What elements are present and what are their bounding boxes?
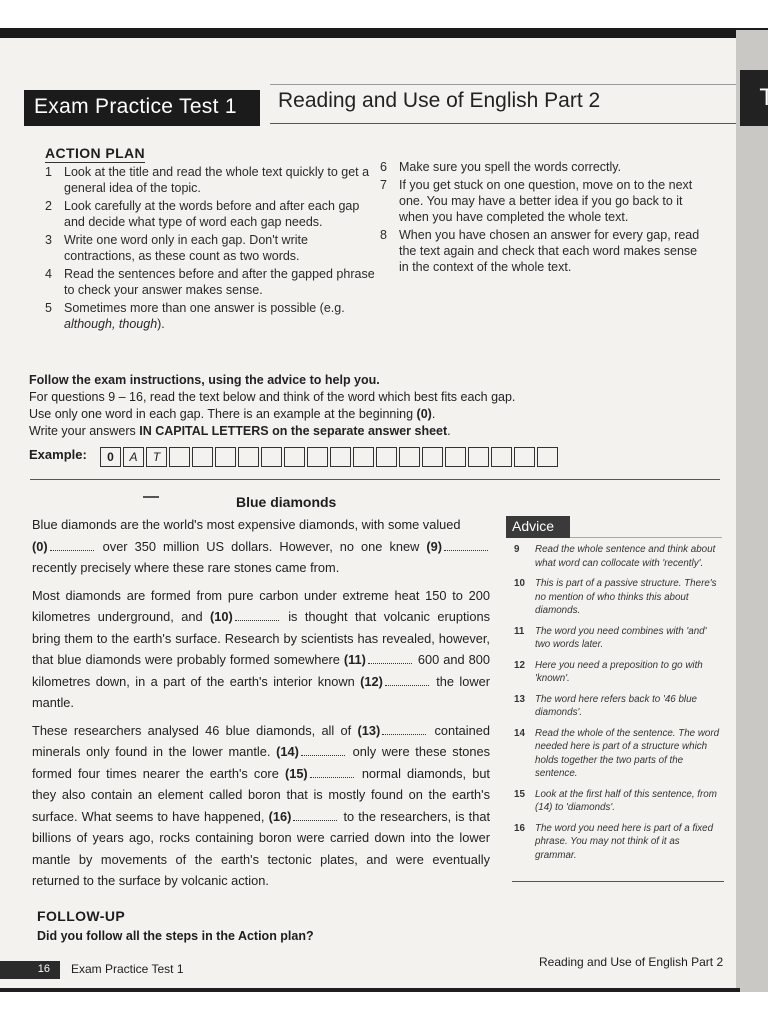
advice-text: The word you need combines with 'and' two words later. (535, 625, 707, 650)
passage-paragraph (32, 720, 490, 892)
action-plan-left (45, 164, 375, 334)
action-step (380, 159, 710, 175)
passage-text: to the researchers, is that billions of years ago, rocks containing boron were carried down into the lower mantle by movements of the earth's tectonic plates, and were eventually returned to the surface by volcanic action. (32, 808, 490, 888)
next-page-edge (736, 30, 768, 1010)
advice-text: Read the whole of the sentence. The word needed here is part of a structure which holds together the two parts of the sentence. (535, 727, 720, 779)
header-rule-top (270, 84, 736, 85)
gap-number: (10) (210, 609, 233, 624)
section-divider (30, 479, 720, 480)
advice-item (514, 788, 720, 815)
action-step (380, 227, 710, 275)
next-page-glyph: T (760, 86, 773, 111)
action-step (45, 198, 375, 230)
step-number: 7 (380, 178, 387, 192)
footer-left: Exam Practice Test 1 (71, 962, 184, 976)
advice-item (514, 543, 720, 570)
passage-text: over 350 million US dollars. However, no one knew (95, 538, 427, 554)
instruction-line (29, 406, 569, 423)
gap-blank (385, 676, 429, 686)
instruction-heading: Follow the exam instructions, using the advice to help you. (29, 373, 380, 387)
scan-bottom-margin (0, 992, 768, 1024)
gap-blank (310, 768, 354, 778)
passage-text: only were these stones formed four times nearer the earth's core (32, 744, 490, 781)
advice-text: This is part of a passive structure. There's no mention of who thinks this about diamonds. (535, 578, 717, 616)
instruction-text: Write your answers (29, 424, 140, 438)
instruction-text-end: . (431, 407, 436, 421)
empty-letter-box (307, 447, 328, 467)
advice-item (514, 693, 720, 720)
example-number-box: 0 (100, 447, 121, 467)
gap-number: (15) (284, 765, 308, 781)
step-text-end: ). (157, 317, 165, 331)
passage-text: These researchers analysed 46 blue diamonds, all of (32, 722, 358, 738)
page-number: 16 (0, 961, 60, 979)
action-step (45, 300, 375, 332)
step-number: 3 (45, 233, 52, 247)
empty-letter-box (445, 447, 466, 467)
empty-letter-box (215, 447, 236, 467)
passage-text: 600 and 800 kilometres down, in a part of the earth's interior known (32, 652, 490, 689)
gap-number: (0) (32, 538, 48, 554)
advice-text: The word here refers back to '46 blue diamonds'. (535, 693, 697, 718)
empty-letter-box (330, 447, 351, 467)
passage-paragraph (32, 585, 490, 714)
gap-blank (293, 811, 337, 821)
step-text: When you have chosen an answer for every gap, read the text again and check that each word makes sense in the context of the whole text. (399, 228, 700, 274)
step-example: although, though (64, 317, 158, 331)
step-text: Read the sentences before and after the gapped phrase to check your answer makes sense. (64, 267, 375, 297)
step-number: 6 (380, 160, 387, 174)
exam-instructions (29, 372, 569, 440)
step-text: Look carefully at the words before and after each gap and decide what type of word each gap needs. (64, 199, 360, 229)
header-rule (270, 123, 736, 124)
action-step (45, 164, 375, 196)
advice-item (514, 659, 720, 686)
pen-mark (143, 496, 159, 498)
passage-text: recently precisely where these rare stones came from. (32, 560, 340, 575)
follow-up-question: Did you follow all the steps in the Action plan? (37, 929, 314, 943)
advice-number: 15 (514, 788, 525, 800)
instruction-line: For questions 9 – 16, read the text below and think of the word which best fits each gap. (29, 390, 516, 404)
action-step (45, 232, 375, 264)
empty-letter-box (192, 447, 213, 467)
step-number: 2 (45, 199, 52, 213)
advice-rule-top (570, 537, 722, 538)
passage-text: is thought that volcanic eruptions bring them to the earth's surface. Research by scientists has revealed, however, that blue diamonds were probably formed somewhere (32, 609, 490, 667)
step-text: If you get stuck on one question, move on to the next one. You may have a better idea if you go back to it when you have completed the whole text. (399, 178, 693, 224)
advice-item (514, 625, 720, 652)
footer-right: Reading and Use of English Part 2 (539, 955, 724, 969)
instruction-line (29, 423, 569, 440)
step-number: 8 (380, 228, 387, 242)
advice-number: 16 (514, 822, 525, 834)
instruction-text: Use only one word in each gap. There is an example at the beginning (29, 407, 417, 421)
passage-title: Blue diamonds (236, 494, 337, 510)
follow-up-title: FOLLOW-UP (37, 908, 126, 924)
advice-number: 13 (514, 693, 525, 705)
example-label: Example: (29, 447, 87, 462)
empty-letter-box (514, 447, 535, 467)
advice-number: 12 (514, 659, 525, 671)
passage-text: Blue diamonds are the world's most expensive diamonds, with some valued (32, 517, 461, 532)
gap-number: (11) (343, 652, 366, 667)
gap-blank (301, 746, 345, 756)
empty-letter-box (537, 447, 558, 467)
step-number: 4 (45, 267, 52, 281)
action-step (45, 266, 375, 298)
advice-number: 14 (514, 727, 525, 739)
advice-title: Advice (506, 516, 570, 538)
step-text: Make sure you spell the words correctly. (399, 160, 622, 174)
example-letter-box: T (146, 447, 167, 467)
advice-number: 11 (514, 625, 525, 637)
step-text: Write one word only in each gap. Don't write contractions, as these count as two words. (64, 233, 308, 263)
advice-text: Here you need a preposition to go with 'known'. (535, 659, 703, 684)
action-plan-title: ACTION PLAN (45, 145, 146, 161)
gap-blank (444, 541, 488, 551)
action-step (380, 177, 710, 225)
empty-letter-box (284, 447, 305, 467)
gap-blank (235, 611, 279, 621)
gap-blank (50, 541, 94, 551)
advice-text: Look at the first half of this sentence, from (14) to 'diamonds'. (535, 788, 717, 813)
gap-number: (12) (360, 673, 383, 689)
advice-number: 9 (514, 544, 520, 555)
advice-text: The word you need here is part of a fixed phrase. You may not think of it as grammar. (535, 822, 714, 861)
advice-item (514, 577, 720, 618)
advice-item (514, 822, 720, 863)
gap-number: (16) (268, 808, 292, 824)
gap-blank (368, 654, 412, 664)
instruction-bold: IN CAPITAL LETTERS on the separate answer sheet (139, 424, 448, 438)
empty-letter-box (261, 447, 282, 467)
empty-letter-box (422, 447, 443, 467)
gap-number: (14) (276, 744, 299, 759)
empty-letter-box (353, 447, 374, 467)
step-text: Look at the title and read the whole text quickly to get a general idea of the topic. (64, 165, 370, 195)
step-text: Sometimes more than one answer is possible (e.g. (64, 301, 345, 315)
action-plan-right (380, 159, 710, 277)
passage-text: normal diamonds, but they also contain an element called boron that is mostly found on the earth's surface. What seems to have happened, (32, 765, 490, 824)
empty-letter-box (376, 447, 397, 467)
advice-number: 10 (514, 578, 525, 589)
instruction-text-end: . (447, 424, 451, 438)
example-letter-box: A (123, 447, 144, 467)
empty-letter-box (491, 447, 512, 467)
section-title: Reading and Use of English Part 2 (278, 89, 601, 112)
passage-text: the lower mantle. (32, 673, 490, 710)
scan-top-shadow (0, 28, 768, 38)
passage-text: contained minerals only found in the lower mantle. (32, 722, 490, 759)
example-answer-boxes (100, 447, 560, 467)
advice-rule-bottom (512, 881, 724, 882)
empty-letter-box (238, 447, 259, 467)
empty-letter-box (399, 447, 420, 467)
section-badge: Exam Practice Test 1 (24, 90, 260, 126)
step-number: 1 (45, 165, 52, 179)
advice-item (514, 727, 720, 781)
advice-text: Read the whole sentence and think about what word can collocate with 'recently'. (535, 544, 716, 569)
passage-text: Most diamonds are formed from pure carbon under extreme heat 150 to 200 kilometres underground, and (32, 587, 490, 624)
step-number: 5 (45, 301, 52, 315)
advice-list (514, 543, 720, 869)
empty-letter-box (169, 447, 190, 467)
passage-paragraph (32, 514, 490, 579)
passage-body (32, 514, 490, 898)
next-page-tab (740, 70, 773, 126)
gap-number: (13) (357, 722, 381, 738)
instruction-bold: (0) (416, 407, 432, 421)
gap-number: (9) (426, 538, 442, 554)
gap-blank (382, 725, 426, 735)
empty-letter-box (468, 447, 489, 467)
action-plan-underline (45, 162, 145, 163)
